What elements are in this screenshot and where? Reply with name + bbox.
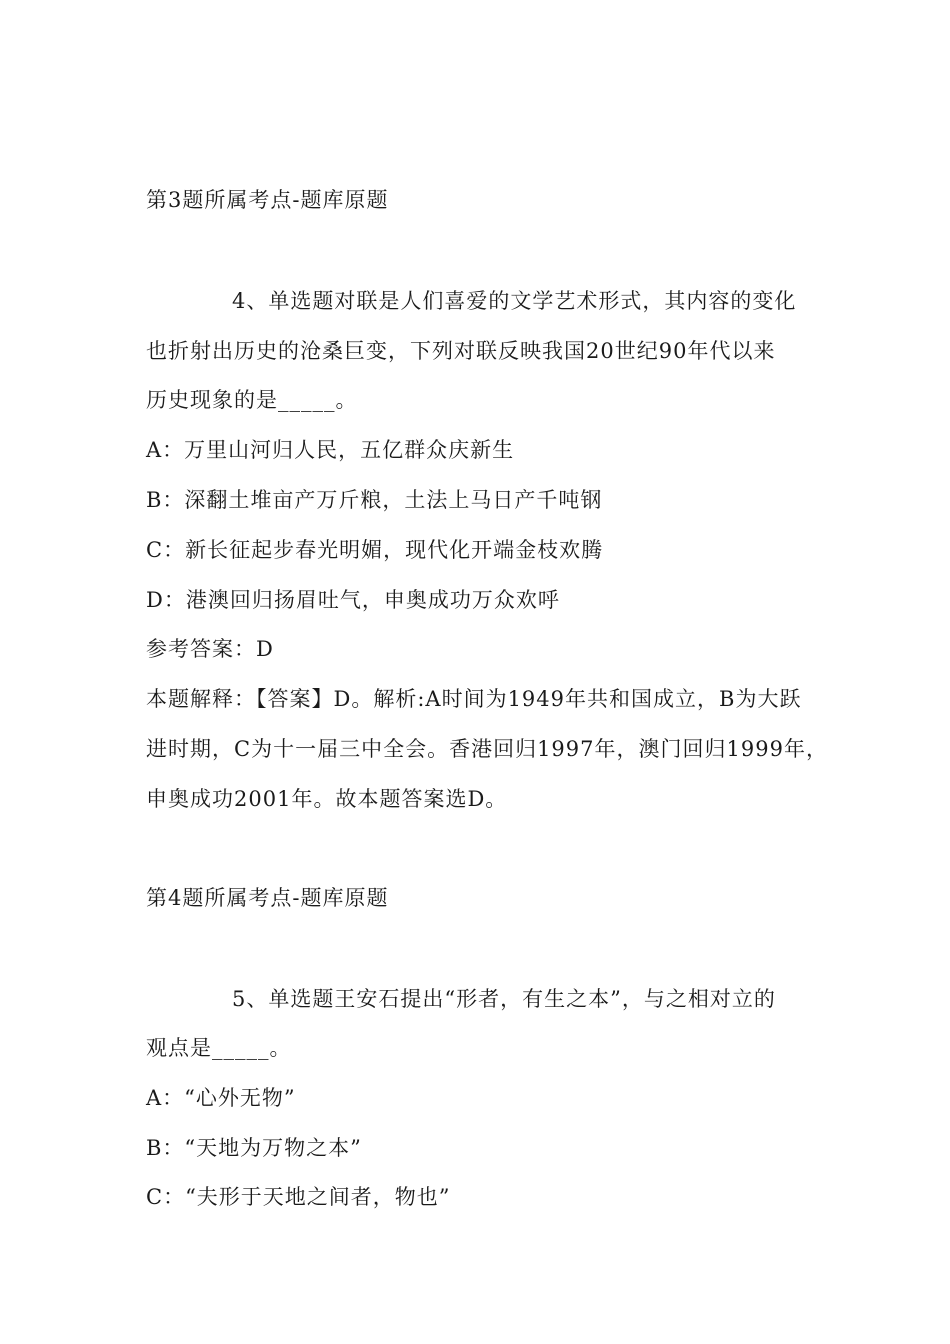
q5-option-b: B：“天地为万物之本” xyxy=(146,1136,362,1160)
q5-option-c: C：“夫形于天地之间者，物也” xyxy=(146,1185,451,1209)
q4-option-b: B：深翻土堆亩产万斤粮，土法上马日产千吨钢 xyxy=(146,488,603,512)
q4-source-label: 第4题所属考点-题库原题 xyxy=(146,886,389,910)
q4-stem-line-3: 历史现象的是_____。 xyxy=(146,388,358,412)
q4-option-c: C：新长征起步春光明媚，现代化开端金枝欢腾 xyxy=(146,538,604,562)
q3-source-label: 第3题所属考点-题库原题 xyxy=(146,188,389,212)
q4-answer: 参考答案：D xyxy=(146,637,274,661)
q5-stem-line-2: 观点是_____。 xyxy=(146,1036,292,1060)
q4-stem-line-1: 4、单选题对联是人们喜爱的文学艺术形式，其内容的变化 xyxy=(232,289,797,313)
q4-stem-line-2: 也折射出历史的沧桑巨变，下列对联反映我国20世纪90年代以来 xyxy=(146,339,776,363)
q4-explanation-line-3: 申奥成功2001年。故本题答案选D。 xyxy=(146,787,508,811)
q4-explanation-line-2: 进时期，C为十一届三中全会。香港回归1997年，澳门回归1999年， xyxy=(146,737,828,761)
q4-option-d: D：港澳回归扬眉吐气，申奥成功万众欢呼 xyxy=(146,588,560,612)
q4-option-a: A：万里山河归人民，五亿群众庆新生 xyxy=(146,438,515,462)
q5-stem-line-1: 5、单选题王安石提出“形者，有生之本”，与之相对立的 xyxy=(232,987,776,1011)
q4-explanation-line-1: 本题解释：【答案】D。解析:A时间为1949年共和国成立，B为大跃 xyxy=(146,687,802,711)
q5-option-a: A：“心外无物” xyxy=(146,1086,296,1110)
